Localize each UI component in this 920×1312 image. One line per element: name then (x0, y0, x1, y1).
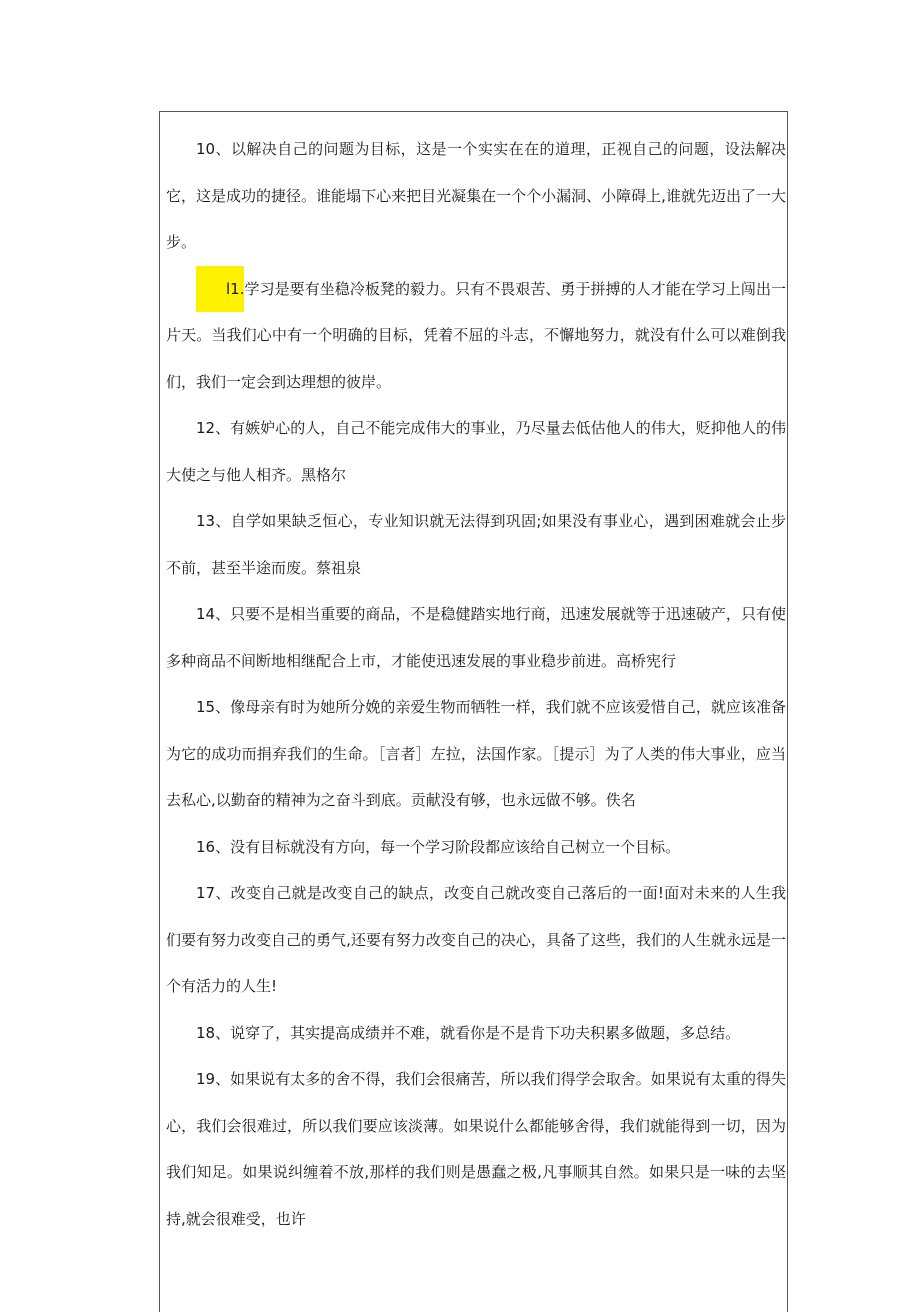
paragraph-10: 10、以解决自己的问题为目标，这是一个实实在在的道理，正视自己的问题，设法解决它，这是成功的捷径。谁能塌下心来把目光凝集在一个个小漏洞、小障碍上,谁就先迈出了一大步。 (166, 140, 786, 251)
paragraph-11 (166, 266, 786, 406)
paragraph-13: 13、自学如果缺乏恒心，专业知识就无法得到巩固;如果没有事业心，遇到困难就会止步不前，甚至半途而废。蔡祖泉 (166, 512, 786, 577)
highlighted-text: l1. (196, 266, 244, 312)
paragraph-16: 16、没有目标就没有方向，每一个学习阶段都应该给自己树立一个目标。 (196, 837, 681, 856)
paragraph-14: 14、只要不是相当重要的商品，不是稳健踏实地行商，迅速发展就等于迅速破产，只有使多种商品不间断地相继配合上市，才能使迅速发展的事业稳步前进。高桥宪行 (166, 605, 786, 670)
paragraph-17: 17、改变自己就是改变自己的缺点，改变自己就改变自己落后的一面!面对未来的人生我们要有努力改变自己的勇气,还要有努力改变自己的决心，具备了这些，我们的人生就永远是一个有活力的人生! (166, 884, 786, 995)
paragraph-19: 19、如果说有太多的舍不得，我们会很痛苦，所以我们得学会取舍。如果说有太重的得失心，我们会很难过，所以我们要应该淡薄。如果说什么都能够舍得，我们就能得到一切，因为我们知足。如果说纠缠着不放,那样的我们则是愚蠢之极,凡事顺其自然。如果只是一味的去坚持,就会很难受，也许 (166, 1070, 786, 1228)
paragraph-11-text: 学习是要有坐稳冷板凳的毅力。只有不畏艰苦、勇于拼搏的人才能在学习上闯出一片天。当我们心中有一个明确的目标，凭着不屈的斗志，不懈地努力，就没有什么可以难倒我们，我们一定会到达理想的彼岸。 (166, 279, 786, 391)
paragraph-15: 15、像母亲有时为她所分娩的亲爱生物而牺牲一样，我们就不应该爱惜自己，就应该准备为它的成功而捐弃我们的生命。［言者］左拉，法国作家。［提示］为了人类的伟大事业，应当去私心,以勤奋的精神为之奋斗到底。贡献没有够，也永远做不够。佚名 (166, 698, 786, 809)
paragraph-18: 18、说穿了，其实提高成绩并不难，就看你是不是肯下功夫积累多做题，多总结。 (196, 1023, 741, 1042)
document-body (166, 126, 786, 1242)
paragraph-12: 12、有嫉妒心的人，自己不能完成伟大的事业，乃尽量去低估他人的伟大，贬抑他人的伟大使之与他人相齐。黑格尔 (166, 419, 786, 484)
